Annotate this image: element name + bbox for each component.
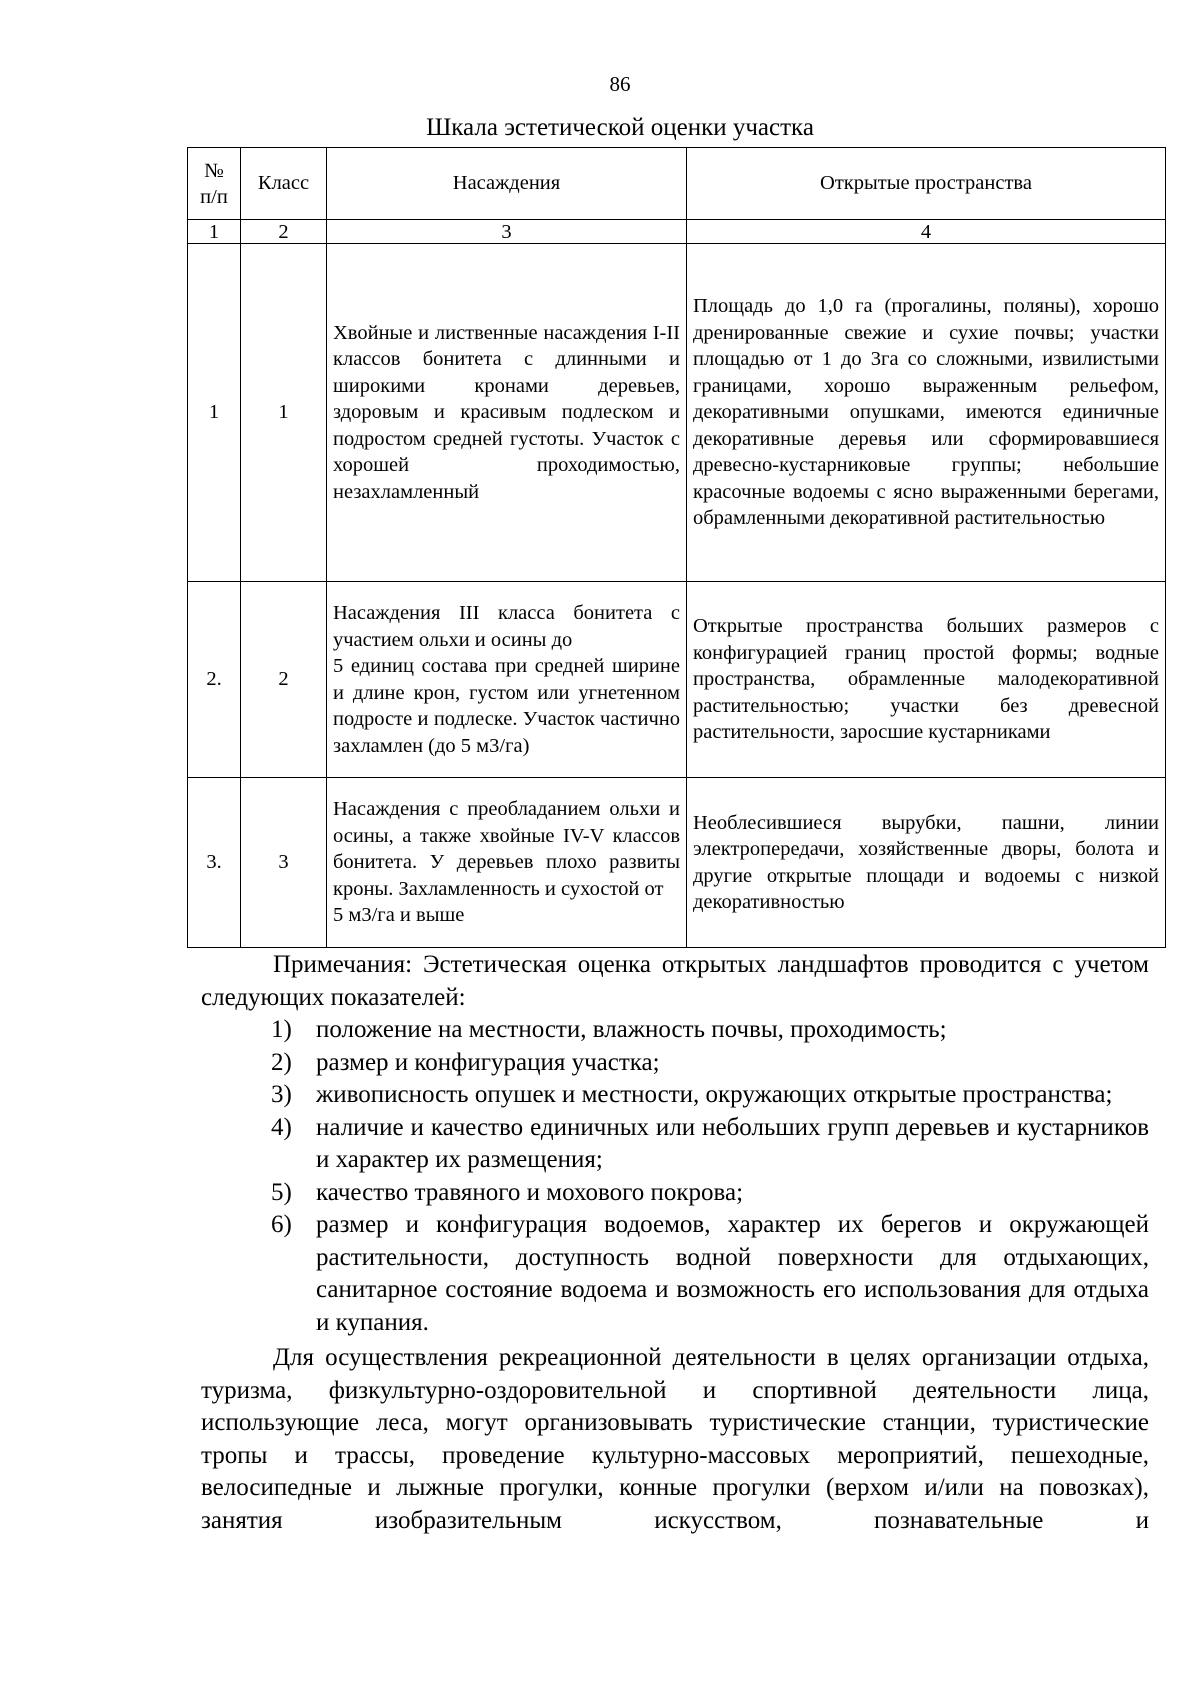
row-open-spaces: Площадь до 1,0 га (прогалины, поляны), хорошо дренированные свежие и сухие почвы; участки площадью от 1 до 3га со сложными, извилистыми границами, хорошо выраженным рельефом, декоративными опушками, имеются единичные декоративные деревья или сформировавшиеся древесно-кустарниковые группы; небольшие красочные водоемы с ясно выраженными берегами, обрамленными декоративной растительностью — [687, 244, 1166, 582]
list-item — [201, 1112, 1149, 1177]
header-num: № п/п — [188, 148, 241, 220]
row-num: 2. — [188, 582, 241, 778]
table-title: Шкала эстетической оценки участка — [426, 114, 814, 141]
table-row — [188, 244, 1166, 582]
table-row — [188, 778, 1166, 948]
list-item — [201, 1079, 1149, 1112]
list-item-number: 4) — [271, 1113, 292, 1141]
notes-intro: Примечания: Эстетическая оценка открытых ландшафтов проводится с учетом следующих показателей: — [201, 951, 1149, 1011]
list-item-text: размер и конфигурация водоемов, характер их берегов и окружающей растительности, доступность водной поверхности для отдыхающих, санитарное состояние водоема и возможность его использования для отдыха и купания. — [316, 1211, 1149, 1336]
list-item — [201, 1209, 1149, 1339]
list-item-number: 6) — [271, 1211, 292, 1238]
header-plantings: Насаждения — [327, 148, 687, 220]
column-number: 1 — [188, 220, 241, 244]
list-item-text: живописность опушек и местности, окружающих открытые пространства; — [316, 1081, 1113, 1108]
header-open-spaces: Открытые пространства — [687, 148, 1166, 220]
list-item — [201, 1014, 1149, 1047]
notes-section — [201, 949, 1149, 1537]
row-class: 3 — [241, 778, 327, 948]
column-number: 4 — [687, 220, 1166, 244]
column-number-row — [188, 220, 1166, 244]
list-item — [201, 1047, 1149, 1080]
table-row — [188, 582, 1166, 778]
header-class: Класс — [241, 148, 327, 220]
page-number: 86 — [609, 72, 631, 96]
row-plantings: Насаждения III класса бонитета с участием ольхи и осины до 5 единиц состава при средней ширине и длине крон, густом или угнетенном подросте и подлеске. Участок частично захламлен (до 5 м3/га) — [327, 582, 687, 778]
list-item-text: наличие и качество единичных или небольших групп деревьев и кустарников и характер их размещения; — [316, 1113, 1149, 1173]
row-num: 3. — [188, 778, 241, 948]
row-plantings: Хвойные и лиственные насаждения I-II классов бонитета с длинными и широкими кронами деревьев, здоровым и красивым подлеском и подростом средней густоты. Участок с хорошей проходимостью, незахламленный — [327, 244, 687, 582]
aesthetic-scale-table — [187, 147, 1166, 948]
list-item-text: качество травяного и мохового покрова; — [316, 1178, 744, 1206]
column-number: 2 — [241, 220, 327, 244]
list-item-text: положение на местности, влажность почвы, проходимость; — [316, 1016, 947, 1043]
row-num: 1 — [188, 244, 241, 582]
list-item-number: 3) — [271, 1081, 292, 1108]
column-number: 3 — [327, 220, 687, 244]
table-header-row — [188, 148, 1166, 220]
row-open-spaces: Необлесившиеся вырубки, пашни, линии электропередачи, хозяйственные дворы, болота и другие открытые площади и водоемы с низкой декоративностью — [687, 778, 1166, 948]
list-item-number: 2) — [271, 1048, 292, 1076]
list-item — [201, 1177, 1149, 1210]
row-open-spaces: Открытые пространства больших размеров с конфигурацией границ простой формы; водные пространства, обрамленные малодекоративной растительностью; участки без древесной растительности, заросшие кустарниками — [687, 582, 1166, 778]
row-class: 1 — [241, 244, 327, 582]
body-paragraph: Для осуществления рекреационной деятельности в целях организации отдыха, туризма, физкультурно-оздоровительной и спортивной деятельности лица, использующие леса, могут организовывать туристические станции, туристические тропы и трассы, проведение культурно-массовых мероприятий, пешеходные, велосипедные и лыжные прогулки, конные прогулки (верхом и/или на повозках), занятия изобразительным искусством, познавательные и — [201, 1344, 1149, 1534]
list-item-number: 5) — [271, 1178, 292, 1206]
list-item-text: размер и конфигурация участка; — [316, 1048, 660, 1076]
row-class: 2 — [241, 582, 327, 778]
notes-list — [201, 1014, 1149, 1339]
row-plantings: Насаждения с преобладанием ольхи и осины, а также хвойные IV-V классов бонитета. У деревьев плохо развиты кроны. Захламленность и сухостой от 5 м3/га и выше — [327, 778, 687, 948]
list-item-number: 1) — [271, 1016, 292, 1043]
